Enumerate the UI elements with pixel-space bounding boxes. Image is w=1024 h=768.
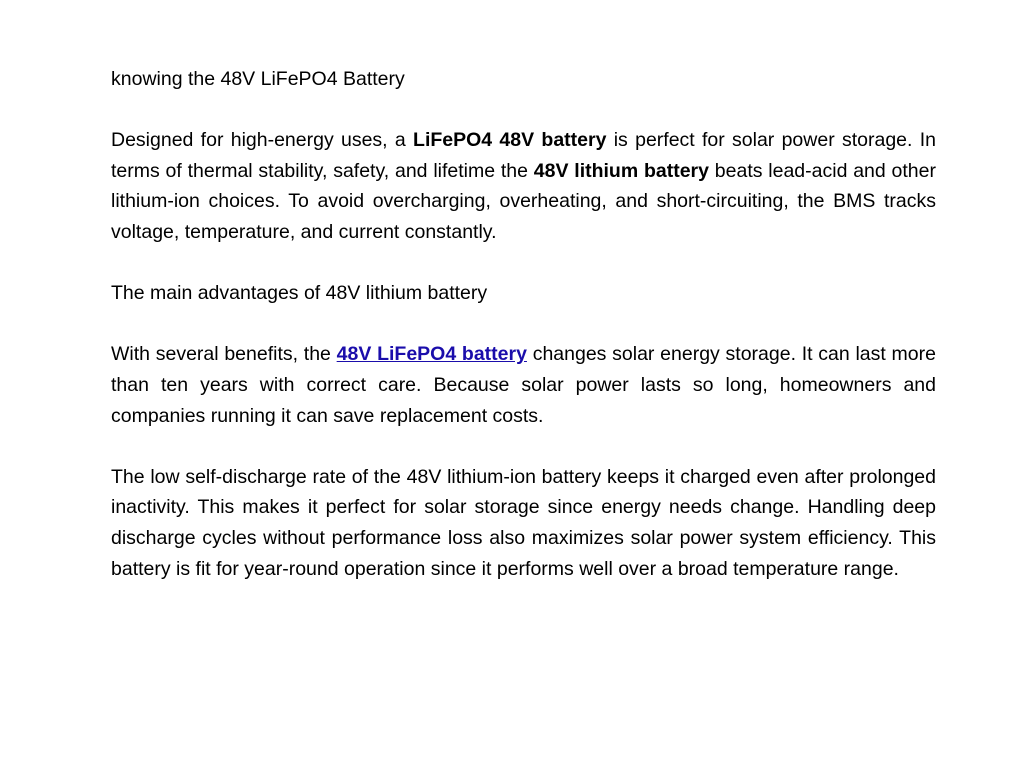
paragraph-intro-text-1: Designed for high-energy uses, a bbox=[111, 129, 414, 152]
48v-lifepo4-battery-link[interactable]: 48V LiFePO4 battery bbox=[336, 343, 527, 366]
paragraph-benefits-text-1: With several benefits, the bbox=[111, 343, 337, 366]
paragraph-benefits bbox=[111, 339, 936, 431]
paragraph-intro bbox=[111, 125, 936, 247]
slide-content bbox=[111, 64, 936, 615]
paragraph-intro-text-3: beats lead-acid and other lithium-ion choices. To avoid overcharging, overheating, and short-circuiting, the BMS tracks voltage, temperature, and current constantly. bbox=[111, 159, 936, 243]
section-heading-advantages: The main advantages of 48V lithium battery bbox=[111, 282, 488, 305]
paragraph-self-discharge: The low self-discharge rate of the 48V lithium-ion battery keeps it charged even after prolonged inactivity. This makes it perfect for solar storage since energy needs change. Handling deep discharge cycles without performance loss also maximizes solar power system efficiency. This battery is fit for year-round operation since it performs well over a broad temperature range. bbox=[111, 465, 936, 580]
paragraph-intro-text-2: is perfect for solar power storage. In terms of thermal stability, safety, and lifetime the bbox=[111, 129, 936, 182]
paragraph-benefits-text-2: changes solar energy storage. It can last more than ten years with correct care. Because solar power lasts so long, homeowners and companies running it can save replacement costs. bbox=[111, 343, 936, 427]
section-heading-intro: knowing the 48V LiFePO4 Battery bbox=[111, 68, 405, 90]
bold-term-48v-lithium-battery: 48V lithium battery bbox=[533, 159, 709, 182]
bold-term-lifepo4-48v-battery: LiFePO4 48V battery bbox=[413, 129, 607, 152]
